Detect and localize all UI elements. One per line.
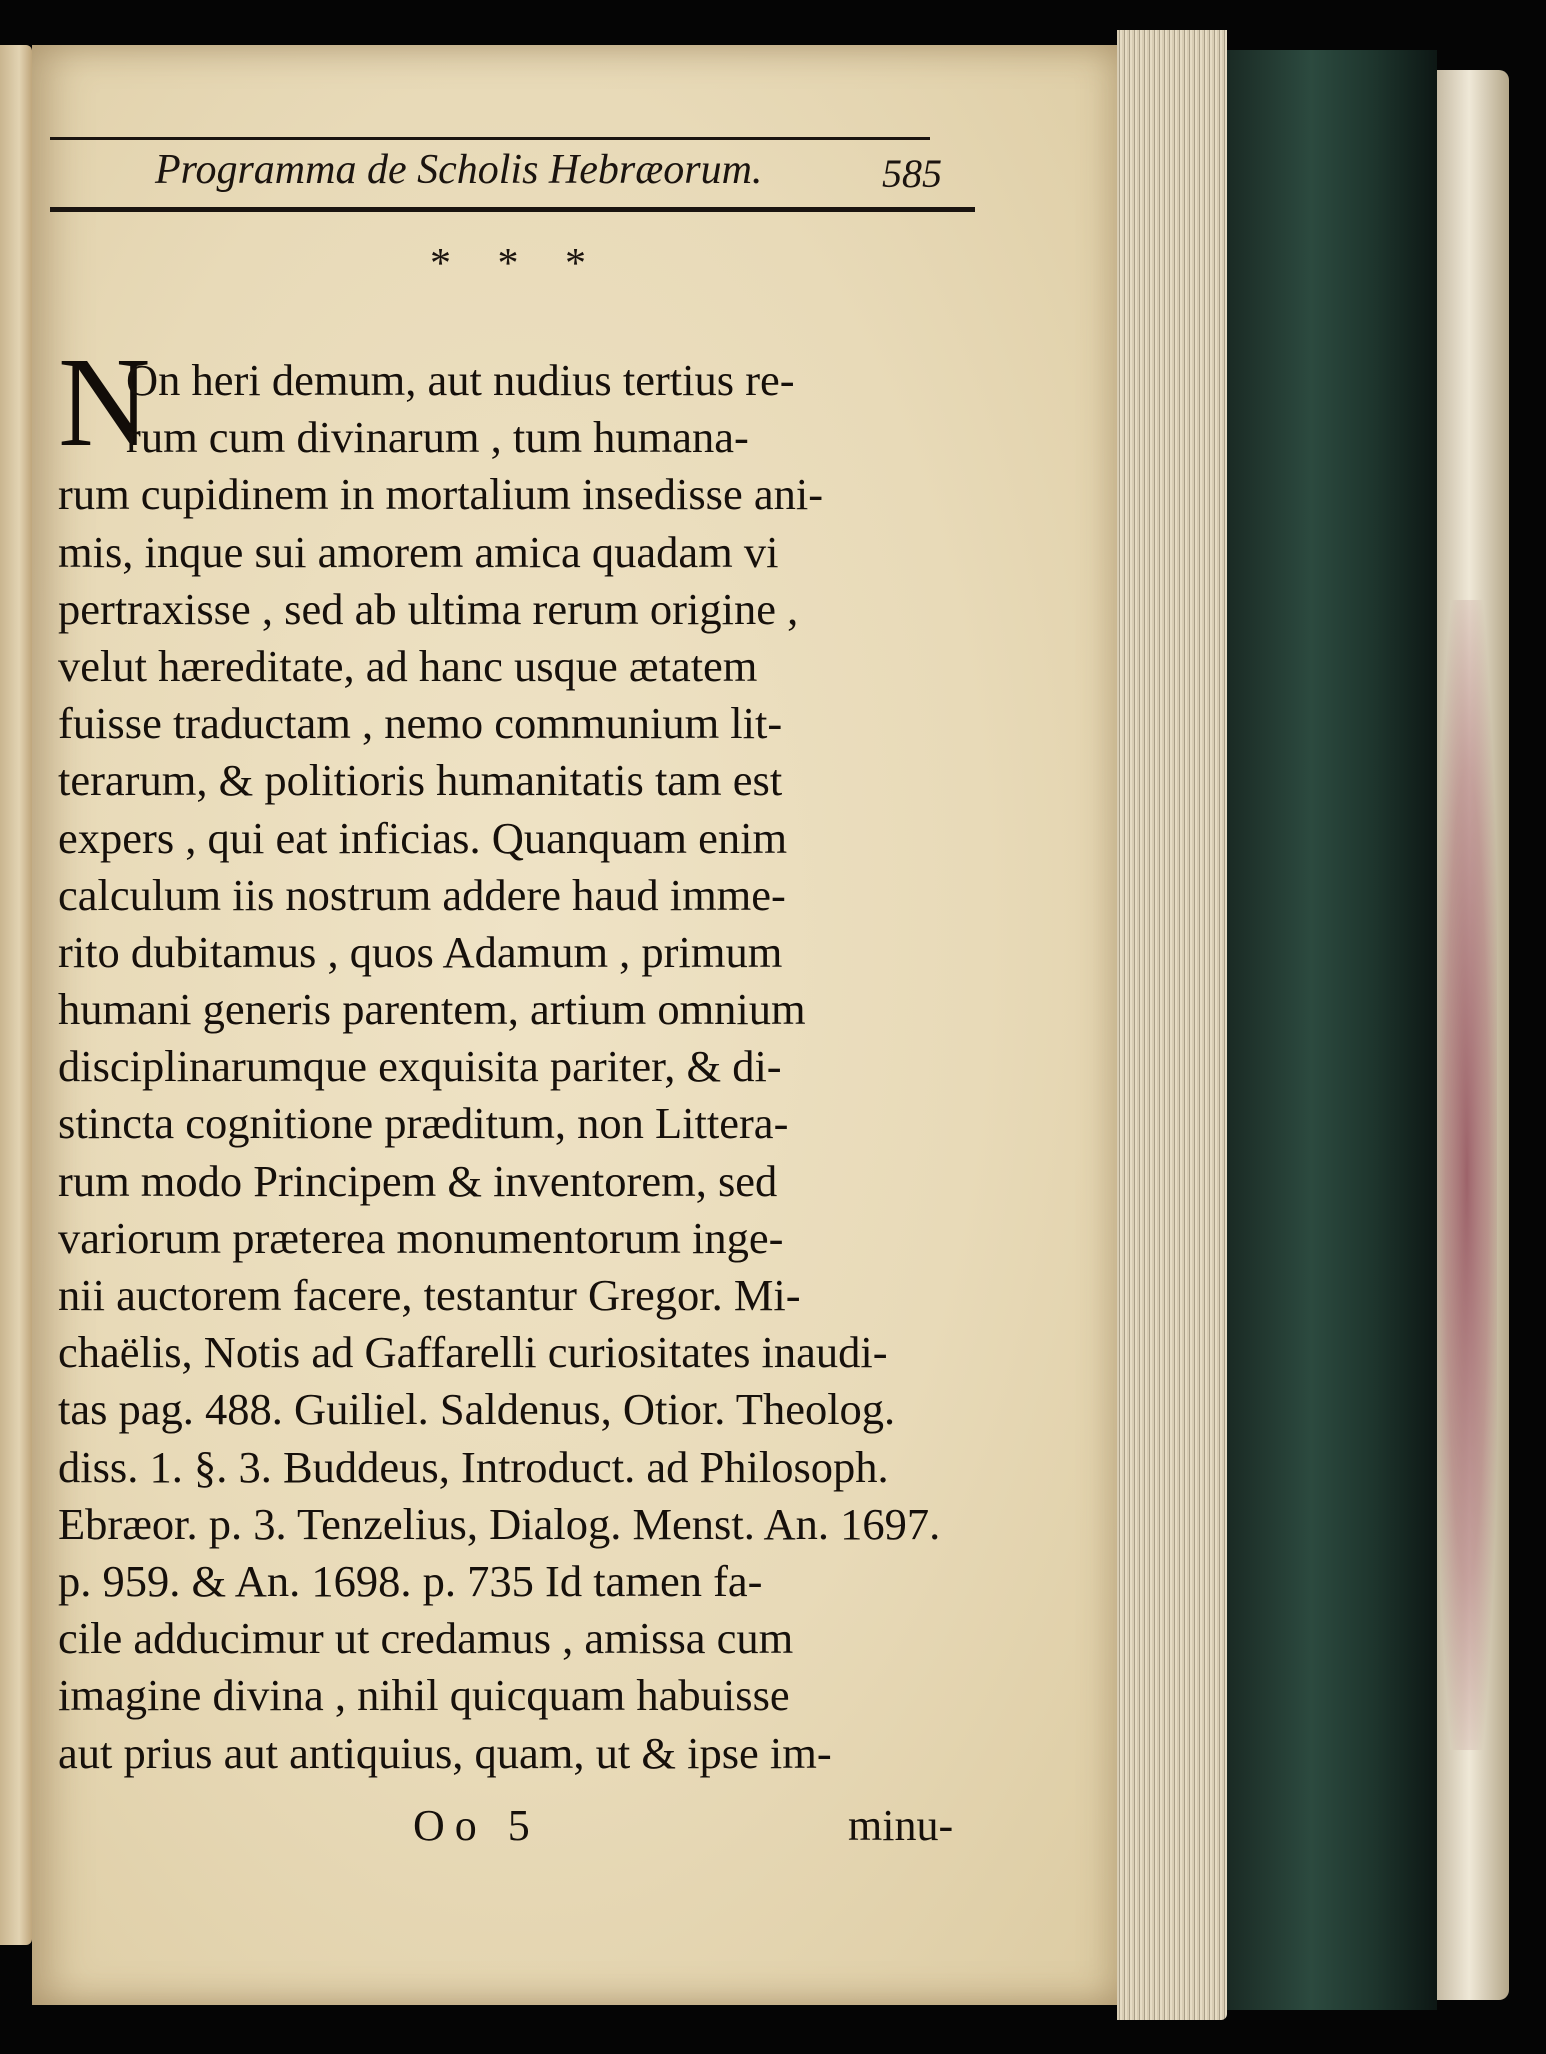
text-line: rum cum divinarum , tum humana- [126, 412, 749, 463]
running-title: Programma de Scholis Hebræorum. [155, 147, 763, 193]
drop-cap: N [58, 331, 151, 473]
header-rule-top [50, 137, 930, 140]
body-text [58, 352, 993, 1782]
page-number: 585 [882, 151, 942, 196]
text-line: mis, inque sui amorem amica quadam vi [58, 526, 779, 577]
text-line: stincta cognitione præditum, non Littera- [58, 1098, 789, 1149]
text-line: rum modo Principem & inventorem, sed [58, 1155, 778, 1206]
text-line: nii auctorem facere, testantur Gregor. Mi- [58, 1270, 801, 1320]
text-line: humani generis parentem, artium omnium [58, 984, 806, 1035]
text-line: disciplinarumque exquisita pariter, & di- [58, 1041, 782, 1092]
text-line: rito dubitamus , quos Adamum , primum [58, 926, 783, 977]
header-rule-bottom [50, 207, 975, 212]
text-line: expers , qui eat inficias. Quanquam enim [58, 812, 788, 863]
page-block-edge [1117, 30, 1227, 2020]
text-line: pertraxisse , sed ab ultima rerum origine , [58, 583, 799, 634]
book-cover [1227, 50, 1437, 2010]
asterism-ornament: * * * [430, 241, 604, 287]
signature-mark: Oo 5 [413, 1801, 540, 1850]
text-line: fuisse traductam , nemo communium lit- [58, 698, 783, 749]
marbled-edge-stain [1437, 600, 1497, 1750]
text-line: Ebræor. p. 3. Tenzelius, Dialog. Menst. An. 1697. [58, 1498, 941, 1549]
facing-page-edge [0, 45, 32, 1945]
text-line: tas pag. 488. Guiliel. Saldenus, Otior. Theolog. [58, 1384, 896, 1435]
text-line: On heri demum, aut nudius tertius re- [126, 355, 795, 405]
text-line: cile adducimur ut credamus , amissa cum [58, 1613, 794, 1664]
text-line: diss. 1. §. 3. Buddeus, Introduct. ad Philosoph. [58, 1441, 889, 1492]
text-line: variorum præterea monumentorum inge- [58, 1212, 784, 1263]
text-line: p. 959. & An. 1698. p. 735 Id tamen fa- [58, 1555, 763, 1606]
catchword: minu- [848, 1801, 954, 1850]
text-line: calculum iis nostrum addere haud imme- [58, 869, 786, 920]
text-line: velut hæreditate, ad hanc usque ætatem [58, 640, 758, 691]
text-line: rum cupidinem in mortalium insedisse ani- [58, 469, 824, 520]
text-line: imagine divina , nihil quicquam habuisse [58, 1670, 790, 1721]
text-line: terarum, & politioris humanitatis tam est [58, 755, 783, 806]
text-line: chaëlis, Notis ad Gaffarelli curiositates inaudi- [58, 1327, 888, 1378]
text-line: aut prius aut antiquius, quam, ut & ipse im- [58, 1727, 832, 1778]
